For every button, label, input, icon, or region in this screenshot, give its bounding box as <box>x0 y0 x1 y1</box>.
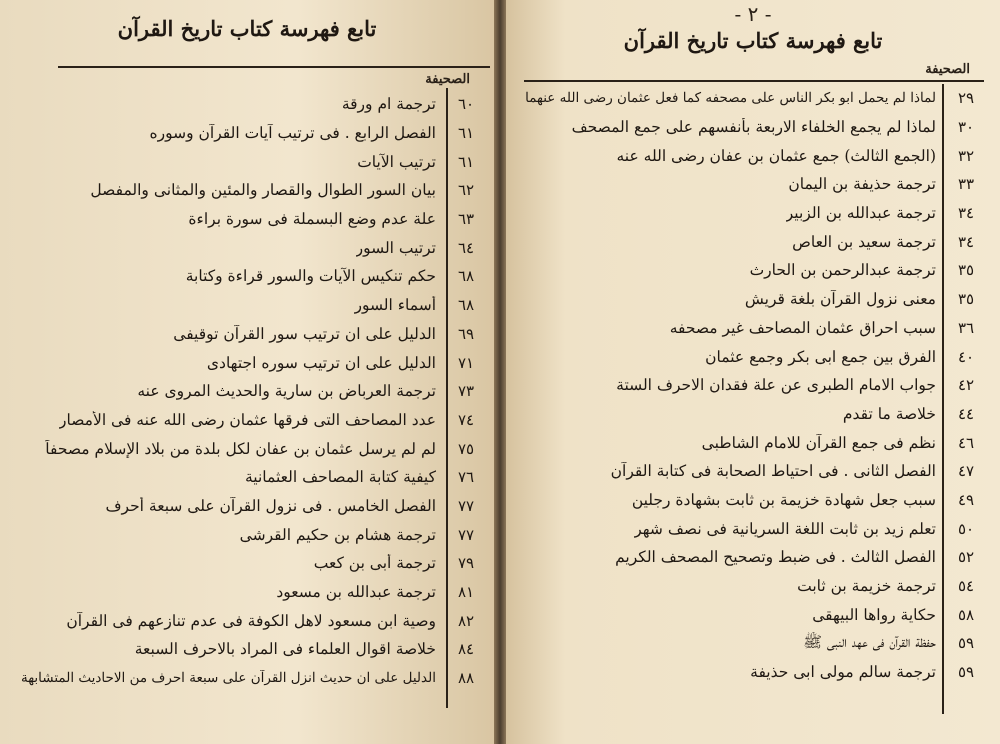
right-entry-row <box>514 84 988 113</box>
right-header-rule <box>524 80 984 82</box>
right-entry-row <box>514 543 988 572</box>
entry-page-number: ٦٨ <box>457 296 475 315</box>
entry-page-number: ٨٢ <box>457 611 475 630</box>
entry-title: ترجمة سعيد بن العاص <box>792 232 936 251</box>
entry-title: ترجمة العرباض بن سارية والحديث المروى عنه <box>137 382 436 401</box>
entry-page-number: ٤٢ <box>957 376 975 395</box>
entry-title: ترجمة سالم مولى ابى حذيفة <box>750 663 936 682</box>
entry-title: الفصل الثانى . فى احتياط الصحابة فى كتابة القرآن <box>610 462 936 481</box>
right-entry-row <box>514 486 988 515</box>
entry-page-number: ٥٢ <box>957 548 975 567</box>
entry-title: نظم فى جمع القرآن للامام الشاطبى <box>701 433 936 452</box>
entry-page-number: ٦٣ <box>457 210 475 229</box>
entry-title: ترتيب الآيات <box>357 152 436 171</box>
right-page-number: - ٢ - <box>734 2 772 26</box>
entry-page-number: ٣٢ <box>957 146 975 165</box>
right-entry-row <box>514 457 988 486</box>
right-entry-row <box>514 170 988 199</box>
entry-page-number: ٣٣ <box>957 175 975 194</box>
left-entry-row <box>8 233 488 262</box>
right-entry-row <box>514 113 988 142</box>
entry-page-number: ٦١ <box>457 152 475 171</box>
entry-title: تعلم زيد بن ثابت اللغة السريانية فى نصف شهر <box>634 519 936 538</box>
left-entry-row <box>8 635 488 664</box>
entry-page-number: ٣٠ <box>957 118 975 137</box>
entry-title: بيان السور الطوال والقصار والمئين والمثانى والمفصل <box>90 181 436 200</box>
left-entry-row <box>8 606 488 635</box>
entry-page-number: ٦٤ <box>457 238 475 257</box>
entry-title: الفصل الخامس . فى نزول القرآن على سبعة أحرف <box>105 496 436 515</box>
right-entry-row <box>514 314 988 343</box>
entry-page-number: ٧٣ <box>457 382 475 401</box>
right-entry-row <box>514 342 988 371</box>
entry-title: الفصل الثالث . فى ضبط وتصحيح المصحف الكريم <box>615 548 936 567</box>
entry-title: حكم تنكيس الآيات والسور قراءة وكتابة <box>185 267 436 286</box>
entry-title: الفرق بين جمع ابى بكر وجمع عثمان <box>705 347 936 366</box>
entry-title: لماذا لم يحمل ابو بكر الناس على مصحفه كما فعل عثمان رضى الله عنهما <box>525 90 936 107</box>
entry-page-number: ٥٩ <box>957 634 975 653</box>
entry-page-number: ٥٨ <box>957 605 975 624</box>
entry-title: ترجمة عبدالرحمن بن الحارث <box>749 261 936 280</box>
entry-page-number: ٨١ <box>457 583 475 602</box>
left-entry-row <box>8 320 488 349</box>
right-entry-row <box>514 371 988 400</box>
right-entry-row <box>514 658 988 687</box>
entry-title: لم لم يرسل عثمان بن عفان لكل بلدة من بلاد الإسلام مصحفاً <box>45 439 436 458</box>
entry-page-number: ٢٩ <box>957 89 975 108</box>
entry-title: ترجمة عبدالله بن الزبير <box>785 204 936 223</box>
right-entry-row <box>514 199 988 228</box>
right-entries-list <box>514 84 988 686</box>
entry-title: ترجمة ام ورقة <box>341 95 436 114</box>
entry-page-number: ٥٩ <box>957 663 975 682</box>
right-page <box>506 0 1000 744</box>
entry-page-number: ٦٢ <box>457 181 475 200</box>
entry-title: ترتيب السور <box>355 238 436 257</box>
entry-page-number: ٦٠ <box>457 95 475 114</box>
left-entry-row <box>8 348 488 377</box>
entry-title: سبب احراق عثمان المصاحف غير مصحفه <box>669 318 936 337</box>
entry-page-number: ٧٥ <box>457 439 475 458</box>
entry-page-number: ٤٩ <box>957 490 975 509</box>
left-header-rule <box>58 66 490 68</box>
entry-page-number: ٦٨ <box>457 267 475 286</box>
right-entry-row <box>514 600 988 629</box>
left-entry-row <box>8 176 488 205</box>
entry-page-number: ٤٤ <box>957 404 975 423</box>
left-entry-row <box>8 406 488 435</box>
left-entry-row <box>8 205 488 234</box>
entry-page-number: ٧٤ <box>457 410 475 429</box>
entry-title: ترجمة خزيمة بن ثابت <box>797 577 936 596</box>
entry-title: الفصل الرابع . فى ترتيب آيات القرآن وسوره <box>149 124 436 143</box>
right-entry-row <box>514 514 988 543</box>
entry-title: لماذا لم يجمع الخلفاء الاربعة بأنفسهم على جمع المصحف <box>571 118 936 137</box>
right-entry-row <box>514 572 988 601</box>
entry-title: خلاصة ما تقدم <box>842 404 936 423</box>
entry-page-number: ٤٦ <box>957 433 975 452</box>
right-entry-row <box>514 400 988 429</box>
left-entry-row <box>8 147 488 176</box>
entry-page-number: ٣٦ <box>957 318 975 337</box>
left-entry-row <box>8 377 488 406</box>
left-entry-row <box>8 520 488 549</box>
entry-title: وصية ابن مسعود لاهل الكوفة فى عدم تنازعهم فى القرآن <box>66 611 436 630</box>
entry-page-number: ٦١ <box>457 124 475 143</box>
left-entry-row <box>8 90 488 119</box>
entry-page-number: ٦٩ <box>457 324 475 343</box>
entry-page-number: ٣٥ <box>957 261 975 280</box>
right-entry-row <box>514 629 988 658</box>
entry-title: معنى نزول القرآن بلغة قريش <box>744 290 936 309</box>
entry-title: عدد المصاحف التى فرقها عثمان رضى الله عنه فى الأمصار <box>59 410 436 429</box>
entry-page-number: ٥٠ <box>957 519 975 538</box>
right-entry-row <box>514 141 988 170</box>
right-column-header: الصحيفة <box>925 62 970 77</box>
entry-title: ترجمة عبدالله بن مسعود <box>276 583 436 602</box>
left-entry-row <box>8 291 488 320</box>
entry-page-number: ٣٤ <box>957 204 975 223</box>
right-entry-row <box>514 285 988 314</box>
entry-title: كيفية كتابة المصاحف العثمانية <box>244 468 436 487</box>
book-gutter <box>494 0 506 744</box>
entry-title: (الجمع الثالث) جمع عثمان بن عفان رضى الله عنه <box>616 146 936 165</box>
entry-title: حكاية رواها البيهقى <box>812 605 936 624</box>
entry-title: ترجمة أبى بن كعب <box>313 554 436 573</box>
left-entry-row <box>8 664 488 693</box>
left-entry-row <box>8 434 488 463</box>
entry-page-number: ٧٦ <box>457 468 475 487</box>
left-entry-row <box>8 492 488 521</box>
entry-title: الدليل على ان ترتيب سوره اجتهادى <box>206 353 436 372</box>
left-column-header: الصحيفة <box>425 72 470 87</box>
entry-page-number: ٤٧ <box>957 462 975 481</box>
entry-page-number: ٥٤ <box>957 577 975 596</box>
left-entry-row <box>8 578 488 607</box>
entry-page-number: ٣٤ <box>957 232 975 251</box>
entry-title: الدليل على ان ترتيب سور القرآن توقيفى <box>173 324 436 343</box>
entry-title: جواب الامام الطبرى عن علة فقدان الاحرف الستة <box>616 376 936 395</box>
entry-title: أسماء السور <box>354 296 436 315</box>
entry-page-number: ٧١ <box>457 353 475 372</box>
entry-title: سبب جعل شهادة خزيمة بن ثابت بشهادة رجلين <box>631 490 936 509</box>
left-entries-list <box>8 90 488 692</box>
entry-title: خلاصة اقوال العلماء فى المراد بالاحرف السبعة <box>134 640 436 659</box>
right-page-title: تابع فهرسة كتاب تاريخ القرآن <box>623 28 883 53</box>
left-entry-row <box>8 262 488 291</box>
entry-page-number: ٧٩ <box>457 554 475 573</box>
entry-page-number: ٨٤ <box>457 640 475 659</box>
right-entry-row <box>514 227 988 256</box>
left-page <box>0 0 494 744</box>
entry-page-number: ٧٧ <box>457 496 475 515</box>
entry-page-number: ٣٥ <box>957 290 975 309</box>
entry-page-number: ٨٨ <box>457 669 475 688</box>
left-entry-row <box>8 463 488 492</box>
entry-title: حفظة القرآن فى عهد النبى ﷺ <box>803 632 936 651</box>
entry-title: ترجمة هشام بن حكيم القرشى <box>239 525 436 544</box>
left-entry-row <box>8 549 488 578</box>
left-entry-row <box>8 119 488 148</box>
entry-title: علة عدم وضع البسملة فى سورة براءة <box>188 210 436 229</box>
left-page-title: تابع فهرسة كتاب تاريخ القرآن <box>117 16 377 41</box>
entry-page-number: ٤٠ <box>957 347 975 366</box>
entry-page-number: ٧٧ <box>457 525 475 544</box>
entry-title: الدليل على ان حديث انزل القرآن على سبعة احرف من الاحاديث المتشابهة <box>20 670 436 687</box>
right-entry-row <box>514 428 988 457</box>
right-entry-row <box>514 256 988 285</box>
entry-title: ترجمة حذيفة بن اليمان <box>788 175 936 194</box>
